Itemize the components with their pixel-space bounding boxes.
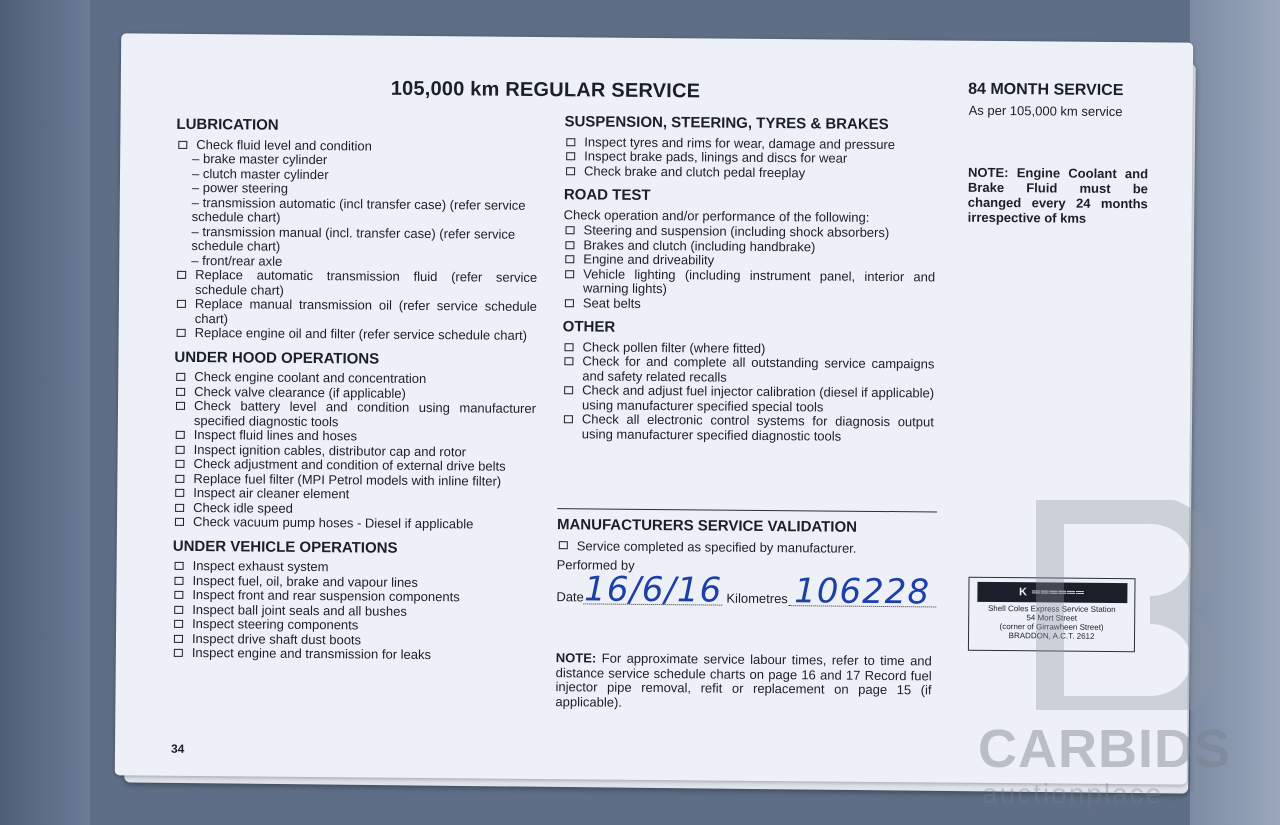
- checklist-label: Check for and complete all outstanding service campaigns and safety related recalls: [582, 353, 935, 385]
- road-test-intro: Check operation and/or performance of the following:: [563, 206, 870, 225]
- checkbox[interactable]: [178, 140, 187, 148]
- checkbox[interactable]: [174, 605, 183, 613]
- checkbox[interactable]: [174, 576, 183, 584]
- watermark-logo-icon: [990, 500, 1230, 710]
- checkbox[interactable]: [565, 241, 574, 249]
- checkbox[interactable]: [564, 415, 573, 423]
- checkbox[interactable]: [566, 152, 575, 160]
- checkbox[interactable]: [175, 562, 184, 570]
- lubrication-section: [175, 115, 539, 344]
- checklist-label: Check pollen filter (where fitted): [582, 338, 766, 356]
- checklist-item: [562, 383, 934, 415]
- checklist-label: Brakes and clutch (including handbrake): [583, 236, 816, 254]
- checklist-label: Check valve clearance (if applicable): [194, 383, 406, 401]
- checklist-label: Vehicle lighting (including instrument panel, interior and warning lights): [582, 265, 936, 297]
- date-label: Date: [556, 589, 584, 605]
- middle-column: [562, 115, 937, 454]
- checklist-label: Inspect steering components: [192, 615, 359, 633]
- date-handwritten: 16/6/16: [583, 569, 723, 611]
- section-heading: LUBRICATION: [176, 115, 279, 134]
- page-number: 34: [170, 741, 185, 756]
- checklist-item: [175, 297, 537, 329]
- checklist-label: Check vacuum pump hoses - Diesel if applicable: [192, 513, 474, 532]
- suspension-section: [564, 115, 937, 181]
- km-label: Kilometres: [726, 590, 788, 607]
- checklist-label: Check fluid level and condition: [196, 136, 372, 154]
- checklist-label: Inspect engine and transmission for leaks: [191, 644, 432, 663]
- checkbox[interactable]: [565, 255, 574, 263]
- sub-item: – power steering: [191, 179, 289, 196]
- section-heading: UNDER HOOD OPERATIONS: [174, 348, 380, 368]
- stamp-logo: K ══════: [977, 582, 1127, 603]
- checklist-item: [174, 399, 536, 431]
- checklist-label: Check battery level and condition using manufacturer specified diagnostic tools: [193, 397, 537, 429]
- note-label: NOTE:: [555, 650, 597, 666]
- checklist-label: Inspect exhaust system: [192, 557, 329, 575]
- checkbox[interactable]: [175, 474, 184, 482]
- performed-by-label: Performed by: [556, 557, 635, 573]
- completed-item: [557, 538, 937, 556]
- month-service-subtitle: As per 105,000 km service: [968, 102, 1123, 120]
- watermark-sub: auctionplace: [982, 778, 1164, 809]
- checklist-item: [562, 354, 934, 386]
- checkbox[interactable]: [177, 329, 186, 337]
- checkbox[interactable]: [174, 649, 183, 657]
- sub-item: – brake master cylinder: [192, 150, 328, 168]
- checklist-label: Check all electronic control systems for diagnosis output using manufacturer specified diagnostic tools: [581, 411, 934, 444]
- checkbox[interactable]: [176, 387, 185, 395]
- km-field[interactable]: [788, 571, 937, 613]
- watermark-brand: CARBIDS: [978, 719, 1232, 779]
- under-vehicle-section: [172, 539, 535, 663]
- section-divider: [557, 508, 937, 512]
- checklist-label: Engine and driveability: [583, 251, 715, 268]
- checkbox[interactable]: [565, 299, 574, 307]
- checklist-item: [175, 268, 537, 300]
- checklist-label: Inspect drive shaft dust boots: [191, 630, 362, 647]
- checklist-label: Check engine coolant and concentration: [194, 368, 427, 387]
- checklist-label: Service completed as specified by manufacturer.: [576, 538, 857, 556]
- stamp-line: BRADDON, A.C.T. 2612: [1008, 631, 1095, 641]
- date-field[interactable]: [583, 569, 723, 611]
- checklist-item: [563, 296, 935, 314]
- section-heading: ROAD TEST: [563, 186, 651, 204]
- checkbox[interactable]: [565, 343, 574, 351]
- checklist-label: Inspect brake pads, linings and discs for wear: [584, 148, 848, 166]
- service-validation: [556, 516, 937, 613]
- labour-note: [555, 651, 931, 712]
- checklist-label: Inspect ball joint seals and all bushes: [192, 601, 407, 619]
- other-section: [562, 320, 935, 444]
- checkbox[interactable]: [174, 591, 183, 599]
- checkbox[interactable]: [566, 226, 575, 234]
- checklist-label: Seat belts: [582, 294, 641, 311]
- checkbox[interactable]: [176, 373, 185, 381]
- checklist-item: [564, 164, 936, 182]
- checklist-label: Check adjustment and condition of external drive belts: [193, 455, 506, 474]
- checkbox[interactable]: [175, 460, 184, 468]
- checklist-label: Inspect fluid lines and hoses: [193, 426, 358, 444]
- checklist-item: [175, 326, 537, 344]
- checkbox[interactable]: [176, 402, 185, 410]
- checkbox[interactable]: [177, 271, 186, 279]
- background-left: [0, 0, 90, 825]
- checklist-label: Check idle speed: [193, 499, 293, 516]
- checkbox[interactable]: [565, 270, 574, 278]
- checklist-label: Replace manual transmission oil (refer service schedule chart): [194, 295, 537, 326]
- coolant-note: NOTE: Engine Coolant and Brake Fluid must be changed every 24 months irrespective of kms: [967, 164, 1149, 226]
- sub-item: – transmission automatic (incl transfer case) (refer service schedule chart): [191, 194, 526, 225]
- checkbox[interactable]: [566, 167, 575, 175]
- checklist-label: Inspect front and rear suspension components: [192, 586, 460, 605]
- checkbox[interactable]: [566, 138, 575, 146]
- sub-item: – transmission manual (incl. transfer case) (refer service schedule chart): [191, 223, 516, 254]
- checkbox[interactable]: [175, 489, 184, 497]
- checkbox[interactable]: [176, 445, 185, 453]
- checkbox[interactable]: [564, 386, 573, 394]
- checklist-item: [173, 515, 535, 533]
- stamp-line: 54 Mort Street: [1026, 613, 1078, 623]
- km-handwritten: 106228: [794, 571, 931, 613]
- month-service-header: [961, 81, 1131, 119]
- checklist-item: [562, 412, 934, 444]
- checkbox[interactable]: [174, 634, 183, 642]
- checkbox[interactable]: [177, 300, 186, 308]
- under-hood-section: [173, 350, 537, 532]
- road-test-section: [563, 188, 936, 313]
- checklist-label: Replace fuel filter (MPI Petrol models with inline filter): [193, 470, 502, 489]
- checklist-label: Steering and suspension (including shock absorbers): [583, 222, 890, 241]
- date-km-row: [556, 569, 936, 613]
- checkbox[interactable]: [559, 541, 568, 549]
- stamp-line: Shell Coles Express Service Station: [987, 603, 1116, 615]
- section-heading: OTHER: [562, 318, 616, 336]
- left-column: [172, 115, 539, 674]
- checklist-label: Inspect ignition cables, distributor cap and rotor: [193, 441, 467, 459]
- checklist-label: Inspect tyres and rims for wear, damage and pressure: [584, 133, 896, 152]
- checkbox[interactable]: [174, 620, 183, 628]
- checklist-label: Replace automatic transmission fluid (refer service schedule chart): [194, 266, 538, 298]
- checklist-label: Inspect air cleaner element: [193, 484, 350, 502]
- checkbox[interactable]: [175, 518, 184, 526]
- section-heading: SUSPENSION, STEERING, TYRES & BRAKES: [564, 113, 889, 134]
- checklist-item: [563, 267, 935, 299]
- checklist-item: [172, 646, 534, 664]
- page-title: 105,000 km REGULAR SERVICE: [390, 77, 701, 103]
- checkbox[interactable]: [175, 503, 184, 511]
- checklist-label: Check brake and clutch pedal freeplay: [584, 162, 806, 180]
- checklist-label: Check and adjust fuel injector calibration (diesel if applicable) using manufacturer specified special tools: [581, 382, 935, 414]
- checkbox[interactable]: [564, 357, 573, 365]
- checklist-label: Inspect fuel, oil, brake and vapour lines: [192, 572, 419, 590]
- validation-heading: MANUFACTURERS SERVICE VALIDATION: [556, 516, 858, 536]
- section-heading: UNDER VEHICLE OPERATIONS: [172, 537, 398, 557]
- checklist-label: Replace engine oil and filter (refer service schedule chart): [194, 324, 528, 343]
- stamp-line: (corner of Girrawheen Street): [999, 622, 1104, 632]
- sub-item: – clutch master cylinder: [191, 165, 329, 182]
- checkbox[interactable]: [176, 431, 185, 439]
- note-text: For approximate service labour times, refer to time and distance service schedule charts on page 16 and 17 Record fuel injector pipe removal, refit or replacement on page 15 (if applicable).: [555, 650, 932, 710]
- month-service-title: 84 MONTH SERVICE: [968, 80, 1124, 100]
- sub-item: – front/rear axle: [191, 252, 283, 269]
